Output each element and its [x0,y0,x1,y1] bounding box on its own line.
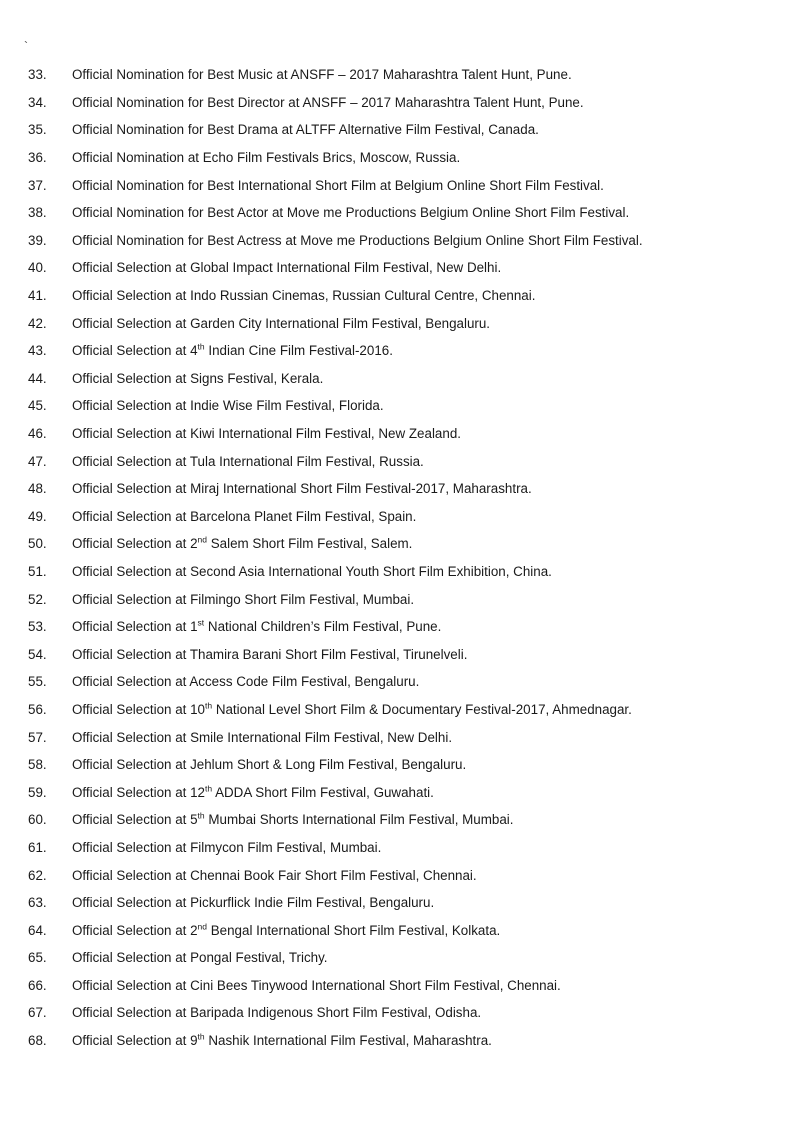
item-text: Official Selection at Baripada Indigenous Short Film Festival, Odisha. [72,1005,482,1021]
list-item [0,254,643,282]
ordinal-suffix: nd [197,534,208,545]
item-text: Official Selection at Smile International Film Festival, New Delhi. [72,729,453,745]
item-text: Official Selection at Filmycon Film Festival, Mumbai. [72,839,382,855]
item-text: Official Selection at Garden City International Film Festival, Bengaluru. [72,315,491,331]
list-item [0,530,643,558]
item-text: Official Selection at Indo Russian Cinemas, Russian Cultural Centre, Chennai. [72,288,536,304]
item-text: Official Selection at Miraj International Short Film Festival-2017, Maharashtra. [72,481,532,497]
item-number: 64. [28,922,47,938]
item-text-before: Official Selection at 1 [72,619,198,635]
item-text: Official Selection at Tula International Film Festival, Russia. [72,453,424,469]
item-text-after: Bengal International Short Film Festival, Kolkata. [207,922,501,938]
list-item [0,806,643,834]
list-item [0,751,643,779]
item-number: 34. [28,94,47,110]
list-item [0,89,643,117]
list-item [0,778,643,806]
item-text: Official Nomination for Best International Short Film at Belgium Online Short Film Festival. [72,177,604,193]
list-item [0,227,643,255]
list-item [0,365,643,393]
ordinal-suffix: th [197,810,205,821]
item-text: Official Nomination for Best Actor at Move me Productions Belgium Online Short Film Festival. [72,205,630,221]
item-text: Official Selection at Filmingo Short Film Festival, Mumbai. [72,591,415,607]
item-number: 65. [28,950,47,966]
list-item [0,889,643,917]
list-item [0,282,643,310]
list-item [0,1027,643,1055]
item-text: Official Selection at Second Asia International Youth Short Film Exhibition, China. [72,563,552,579]
list-item [0,199,643,227]
list-item [0,475,643,503]
item-text-before: Official Selection at 12 [72,784,205,800]
item-text [72,343,393,358]
item-text-after: Indian Cine Film Festival-2016. [204,343,393,359]
list-item [0,585,643,613]
list-item [0,613,643,641]
item-number: 57. [28,729,47,745]
ordinal-suffix: th [205,783,213,794]
item-text: Official Selection at Barcelona Planet Film Festival, Spain. [72,508,417,524]
item-text [72,785,434,800]
item-text: Official Selection at Global Impact International Film Festival, New Delhi. [72,260,502,276]
item-text-after: Salem Short Film Festival, Salem. [207,536,413,552]
item-number: 52. [28,591,47,607]
list-item [0,999,643,1027]
ordinal-suffix: st [197,617,205,628]
awards-list [0,61,643,1054]
item-number: 66. [28,977,47,993]
item-number: 60. [28,812,47,828]
item-text: Official Selection at Pongal Festival, Trichy. [72,950,328,966]
list-item [0,916,643,944]
item-number: 40. [28,260,47,276]
item-text [72,619,441,634]
item-number: 42. [28,315,47,331]
item-number: 56. [28,701,47,717]
item-number: 44. [28,370,47,386]
ordinal-suffix: th [205,700,213,711]
item-number: 51. [28,563,47,579]
list-item [0,420,643,448]
list-item [0,640,643,668]
item-number: 67. [28,1005,47,1021]
list-item [0,144,643,172]
item-text-after: Mumbai Shorts International Film Festival, Mumbai. [204,812,514,828]
item-text: Official Nomination for Best Drama at ALTFF Alternative Film Festival, Canada. [72,122,539,138]
item-text-after: ADDA Short Film Festival, Guwahati. [212,784,434,800]
item-number: 61. [28,839,47,855]
item-number: 36. [28,150,47,166]
item-number: 48. [28,481,47,497]
item-number: 39. [28,232,47,248]
list-item [0,447,643,475]
list-item [0,116,643,144]
item-text-before: Official Selection at 2 [72,922,198,938]
list-item [0,861,643,889]
item-text-before: Official Selection at 10 [72,701,205,717]
item-text-before: Official Selection at 5 [72,812,198,828]
list-item [0,723,643,751]
item-number: 59. [28,784,47,800]
list-item [0,309,643,337]
item-number: 55. [28,674,47,690]
item-text-after: National Level Short Film & Documentary Festival-2017, Ahmednagar. [212,701,632,717]
list-item [0,972,643,1000]
item-number: 41. [28,288,47,304]
list-item [0,696,643,724]
list-item [0,503,643,531]
item-text [72,812,513,827]
item-text: Official Selection at Cini Bees Tinywood International Short Film Festival, Chennai. [72,977,561,993]
item-text: Official Selection at Access Code Film Festival, Bengaluru. [72,674,420,690]
item-text: Official Selection at Thamira Barani Short Film Festival, Tirunelveli. [72,646,468,662]
item-text: Official Selection at Pickurflick Indie Film Festival, Bengaluru. [72,895,435,911]
list-item [0,171,643,199]
item-text: Official Selection at Indie Wise Film Festival, Florida. [72,398,384,414]
item-number: 54. [28,646,47,662]
item-text: Official Nomination for Best Actress at Move me Productions Belgium Online Short Film Festival. [72,232,643,248]
item-text: Official Nomination for Best Music at ANSFF – 2017 Maharashtra Talent Hunt, Pune. [72,67,572,83]
item-text-after: Nashik International Film Festival, Maharashtra. [204,1033,492,1049]
ordinal-suffix: th [197,341,205,352]
item-number: 53. [28,619,47,635]
item-number: 46. [28,426,47,442]
ordinal-suffix: nd [197,921,208,932]
list-item [0,834,643,862]
item-number: 37. [28,177,47,193]
item-text-before: Official Selection at 4 [72,343,198,359]
item-text: Official Selection at Chennai Book Fair Short Film Festival, Chennai. [72,867,477,883]
item-text: Official Selection at Jehlum Short & Long Film Festival, Bengaluru. [72,757,467,773]
item-text [72,923,500,938]
item-number: 58. [28,757,47,773]
item-number: 68. [28,1033,47,1049]
item-number: 47. [28,453,47,469]
item-number: 62. [28,867,47,883]
item-number: 49. [28,508,47,524]
item-number: 38. [28,205,47,221]
list-item [0,668,643,696]
item-text-before: Official Selection at 9 [72,1033,198,1049]
item-text-before: Official Selection at 2 [72,536,198,552]
item-number: 45. [28,398,47,414]
item-number: 35. [28,122,47,138]
item-text [72,1033,492,1048]
list-item [0,944,643,972]
list-item [0,61,643,89]
item-text-after: National Children’s Film Festival, Pune. [204,619,442,635]
ordinal-suffix: th [197,1031,205,1042]
list-item [0,558,643,586]
item-number: 33. [28,67,47,83]
item-text: Official Nomination for Best Director at ANSFF – 2017 Maharashtra Talent Hunt, Pune. [72,94,584,110]
item-number: 50. [28,536,47,552]
item-text: Official Selection at Kiwi International Film Festival, New Zealand. [72,426,461,442]
item-number: 63. [28,895,47,911]
item-text: Official Selection at Signs Festival, Kerala. [72,370,324,386]
item-text [72,702,632,717]
item-number: 43. [28,343,47,359]
item-text [72,536,412,551]
list-item [0,392,643,420]
list-item [0,337,643,365]
stray-mark: ` [24,39,28,53]
item-text: Official Nomination at Echo Film Festivals Brics, Moscow, Russia. [72,150,461,166]
